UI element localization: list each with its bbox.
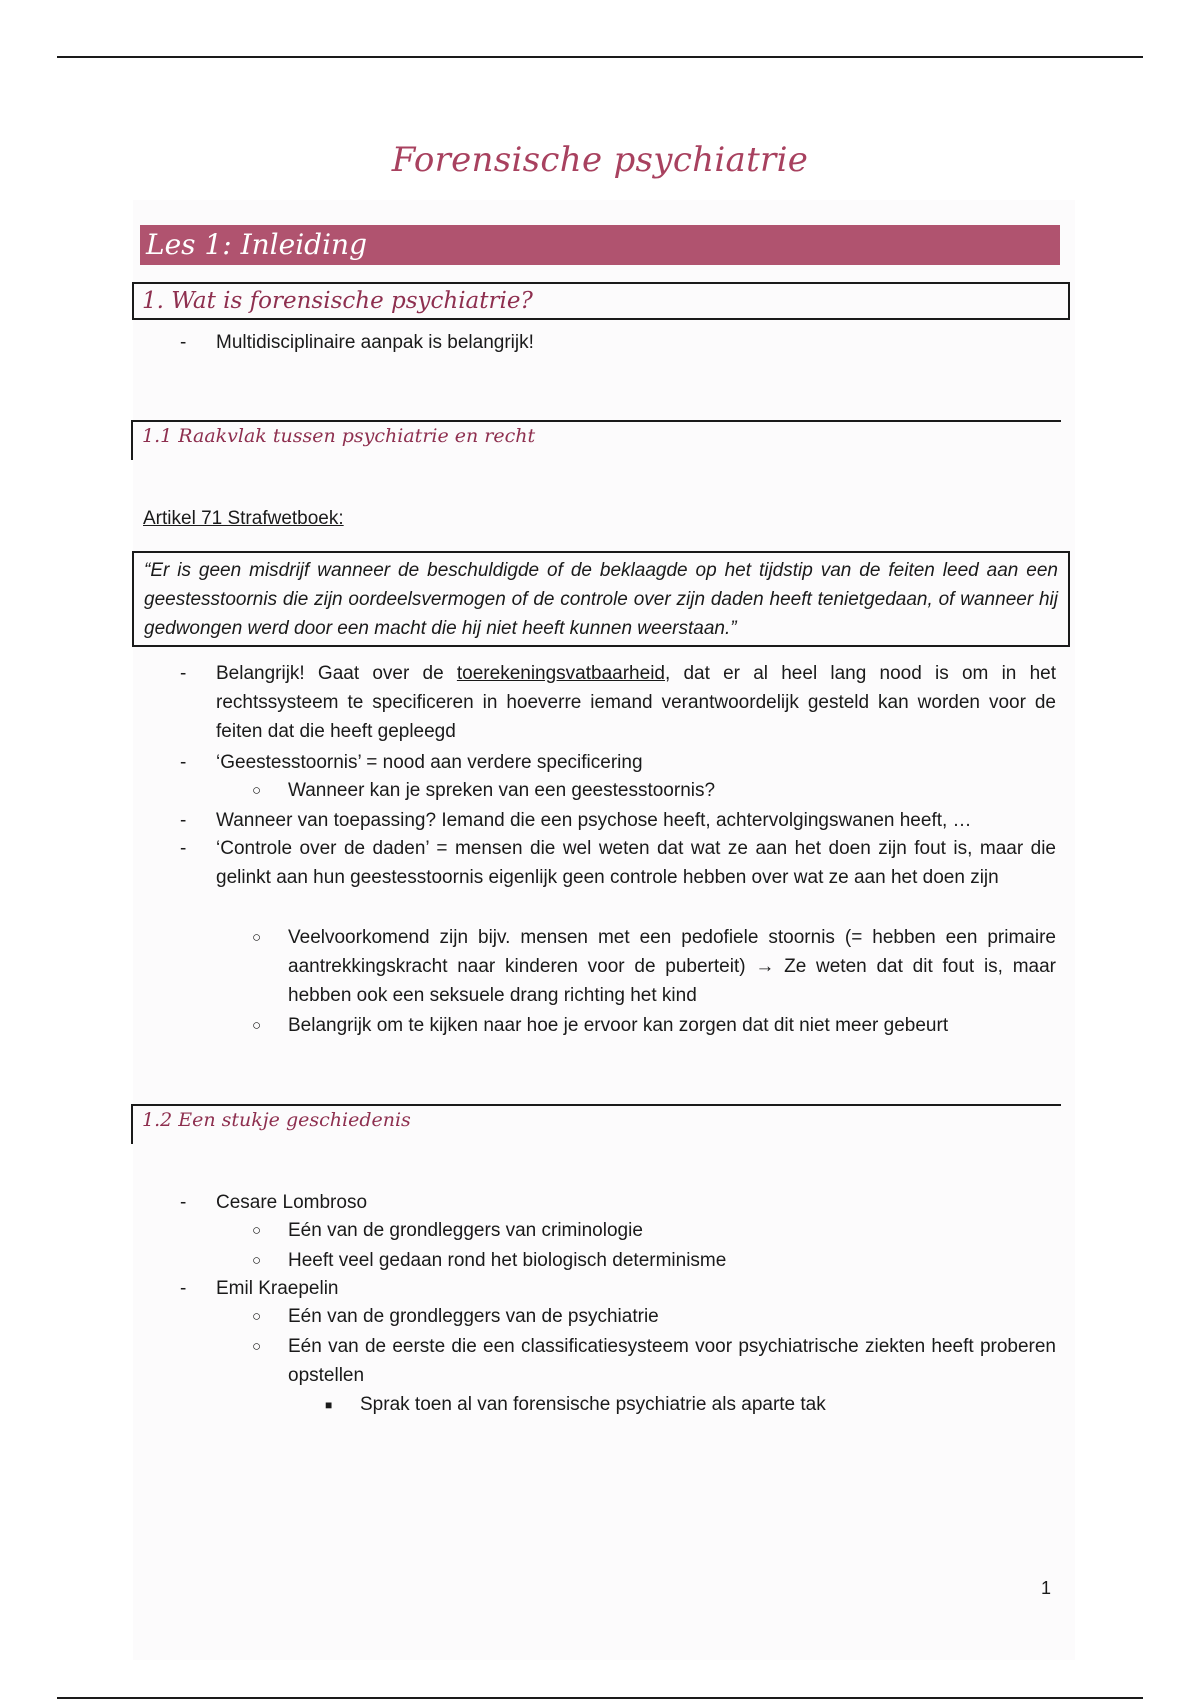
square-bullet: ■ bbox=[325, 1398, 333, 1412]
dash-bullet: - bbox=[180, 663, 187, 684]
section-1-1-heading: 1.1 Raakvlak tussen psychiatrie en recht bbox=[131, 420, 1061, 460]
circle-bullet: ○ bbox=[252, 1222, 262, 1239]
section-1-heading: 1. Wat is forensische psychiatrie? bbox=[132, 282, 1070, 320]
lesson-heading: Les 1: Inleiding bbox=[140, 225, 1060, 265]
sub-bullet-text: Veelvoorkomend zijn bijv. mensen met een pedofiele stoornis (= hebben een primaire aantrekkingskracht naar kinderen voor de puberteit) → Ze weten dat dit fout is, maar hebben ook een seksuele drang richting het kind bbox=[288, 927, 1056, 1006]
page-number: 1 bbox=[1041, 1578, 1052, 1598]
bullet-text: ‘Controle over de daden’ = mensen die wel weten dat wat ze aan het doen zijn fout is, maar die gelinkt aan hun geestesstoornis eigenlijk geen controle hebben over wat ze aan het doen zijn bbox=[216, 838, 1056, 888]
circle-bullet: ○ bbox=[252, 1252, 262, 1269]
circle-bullet: ○ bbox=[252, 782, 262, 799]
bullet-text: Cesare Lombroso bbox=[216, 1192, 368, 1213]
circle-bullet: ○ bbox=[252, 929, 262, 946]
dash-bullet: - bbox=[180, 1192, 187, 1213]
bullet-text-part: Belangrijk! Gaat over de bbox=[216, 663, 457, 684]
dash-bullet: - bbox=[180, 838, 187, 859]
bullet-text-part: , dat er al heel lang nood is om in het rechtssysteem te specificeren in hoeverre iemand verantwoordelijk gesteld kan worden voor de feiten dat die heeft gepleegd bbox=[216, 663, 1056, 742]
sub-bullet-text: Eén van de grondleggers van criminologie bbox=[288, 1220, 643, 1241]
sub-bullet-text: Belangrijk om te kijken naar hoe je ervoor kan zorgen dat dit niet meer gebeurt bbox=[288, 1015, 949, 1036]
document-title: Forensische psychiatrie bbox=[391, 140, 809, 180]
circle-bullet: ○ bbox=[252, 1338, 262, 1355]
sub-sub-bullet-text: Sprak toen al van forensische psychiatrie als aparte tak bbox=[360, 1394, 826, 1415]
article-quote-box bbox=[132, 551, 1070, 647]
bottom-rule bbox=[57, 1697, 1143, 1699]
sub-bullet-text: Heeft veel gedaan rond het biologisch determinisme bbox=[288, 1250, 727, 1271]
sub-bullet-text: Wanneer kan je spreken van een geestesstoornis? bbox=[288, 780, 716, 801]
dash-bullet: - bbox=[180, 332, 187, 353]
dash-bullet: - bbox=[180, 1278, 187, 1299]
article-label: Artikel 71 Strafwetboek: bbox=[143, 508, 344, 529]
dash-bullet: - bbox=[180, 810, 187, 831]
bullet-text bbox=[216, 659, 1056, 746]
sub-bullet-text: Eén van de eerste die een classificatiesysteem voor psychiatrische ziekten heeft proberen opstellen bbox=[288, 1336, 1056, 1386]
section-1-2-heading: 1.2 Een stukje geschiedenis bbox=[131, 1104, 1061, 1144]
top-rule bbox=[57, 56, 1143, 58]
bullet-text: ‘Geestesstoornis’ = nood aan verdere specificering bbox=[216, 752, 643, 773]
article-quote-text: “Er is geen misdrijf wanneer de beschuldigde of de beklaagde op het tijdstip van de feiten leed aan een geestesstoornis die zijn oordeelsvermogen of de controle over zijn daden heeft tenietgedaan, of wanneer hij gedwongen werd door een macht die hij niet heeft kunnen weerstaan.” bbox=[144, 560, 1058, 639]
underlined-term: toerekeningsvatbaarheid bbox=[456, 663, 665, 684]
bullet-text: Wanneer van toepassing? Iemand die een psychose heeft, achtervolgingswanen heeft, … bbox=[216, 810, 972, 831]
dash-bullet: - bbox=[180, 752, 187, 773]
circle-bullet: ○ bbox=[252, 1017, 262, 1034]
bullet-text: Emil Kraepelin bbox=[216, 1278, 339, 1299]
sub-bullet-text: Eén van de grondleggers van de psychiatrie bbox=[288, 1306, 659, 1327]
circle-bullet: ○ bbox=[252, 1308, 262, 1325]
bullet-text: Multidisciplinaire aanpak is belangrijk! bbox=[216, 332, 534, 353]
